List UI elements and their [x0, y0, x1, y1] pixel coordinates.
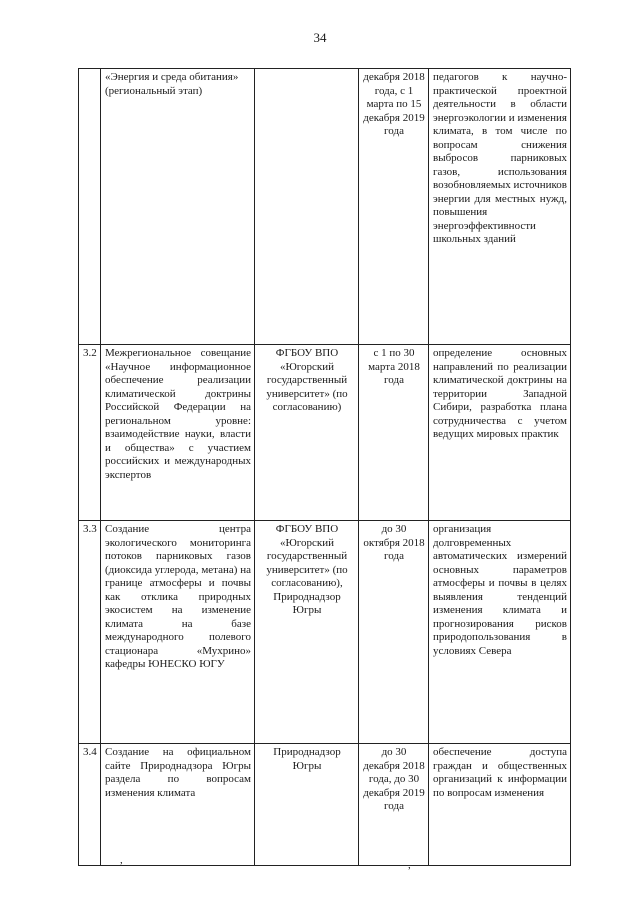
table-row	[79, 744, 571, 866]
deadline: декабря 2018 года, с 1 марта по 15 декабря 2019 года	[359, 69, 429, 345]
expected-result: обеспечение доступа граждан и общественных организаций к информации по вопросам изменения	[429, 744, 571, 866]
responsible-party: ФГБОУ ВПО «Югорский государственный университет» (по согласованию)	[255, 345, 359, 521]
row-number	[79, 69, 101, 345]
row-number: 3.3	[79, 521, 101, 744]
footer-mark: ,	[120, 854, 123, 866]
expected-result: организация долговременных автоматических измерений основных параметров атмосферы и почвы в целях выявления тенденций изменения климата и прогнозирования рисков природопользования в условиях Севера	[429, 521, 571, 744]
responsible-party: ФГБОУ ВПО «Югорский государственный университет» (по согласованию), Природнадзор Югры	[255, 521, 359, 744]
deadline: до 30 декабря 2018 года, до 30 декабря 2019 года	[359, 744, 429, 866]
expected-result: определение основных направлений по реализации климатической доктрины на территории Западной Сибири, разработка плана сотрудничества с учетом ведущих мировых практик	[429, 345, 571, 521]
row-number: 3.2	[79, 345, 101, 521]
footer-mark: ,	[408, 859, 411, 871]
row-number: 3.4	[79, 744, 101, 866]
responsible-party: Природнадзор Югры	[255, 744, 359, 866]
table-row	[79, 521, 571, 744]
table-row	[79, 69, 571, 345]
event-name: Создание на официальном сайте Природнадзора Югры раздела по вопросам изменения климата	[101, 744, 255, 866]
deadline: с 1 по 30 марта 2018 года	[359, 345, 429, 521]
deadline: до 30 октября 2018 года	[359, 521, 429, 744]
event-name: «Энергия и среда обитания» (региональный этап)	[101, 69, 255, 345]
responsible-party	[255, 69, 359, 345]
expected-result: педагогов к научно-практической проектной деятельности в области энергоэкологии и изменения климата, в том числе по вопросам снижения выбросов парниковых газов, использования возобновляемых источников энергии для местных нужд, повышения энергоэффективности школьных зданий	[429, 69, 571, 345]
event-name: Межрегиональное совещание «Научное информационное обеспечение реализации климатической доктрины Российской Федерации на региональном уровне: взаимодействие науки, власти и общества» с участием российских и международных экспертов	[101, 345, 255, 521]
event-name: Создание центра экологического мониторинга потоков парниковых газов (диоксида углерода, метана) на границе атмосферы и почвы как отклика природных экосистем на изменение климата на базе международного полевого стационара «Мухрино» кафедры ЮНЕСКО ЮГУ	[101, 521, 255, 744]
action-plan-table	[78, 68, 571, 866]
page-number: 34	[313, 30, 327, 45]
table-row	[79, 345, 571, 521]
